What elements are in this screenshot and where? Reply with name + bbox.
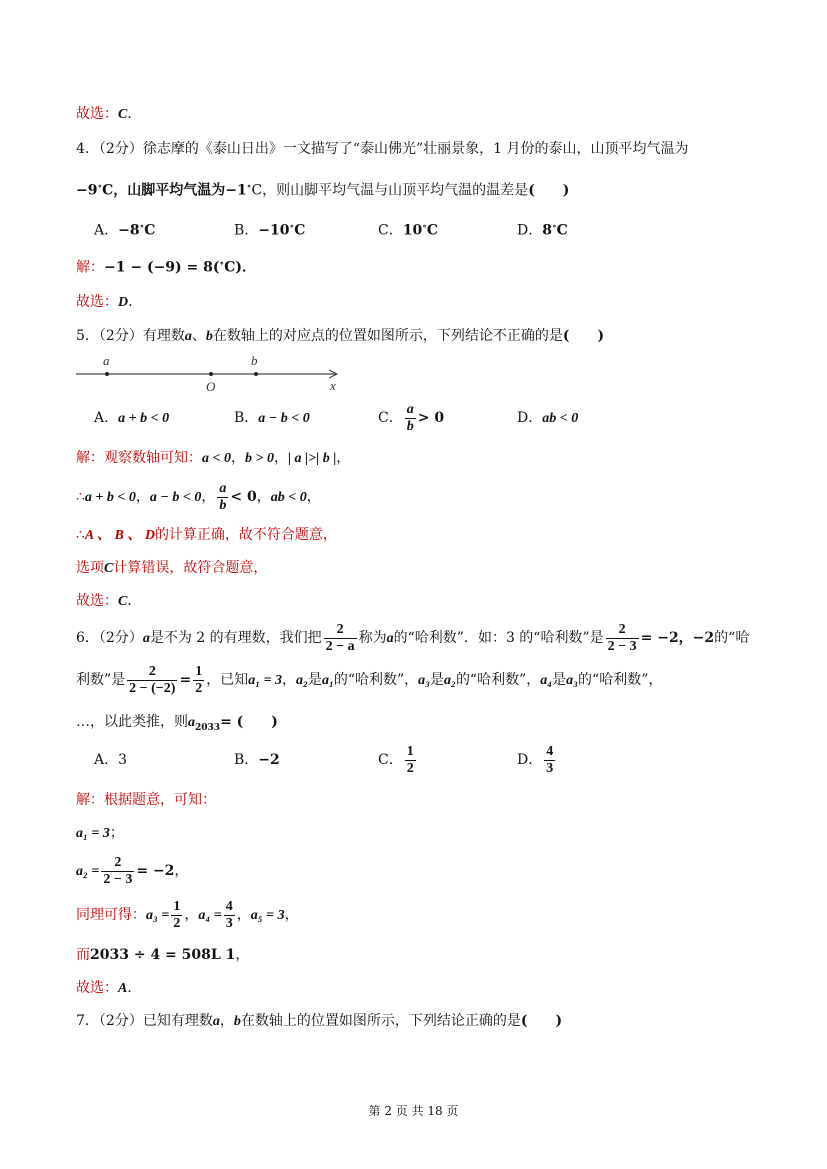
q5-solution-2-comma4: ， — [306, 489, 321, 505]
q6-l1-den: 2 − a — [325, 638, 355, 654]
q5-var-b: b — [205, 329, 213, 344]
q6-solution-4-a3: a₃ = — [146, 908, 170, 923]
q6-solution-4-n1: 1 — [173, 898, 181, 914]
q4-stem-text-a: 4．（2分）徐志摩的《泰山日出》一文描写了“泰山佛光”壮丽景象，1 月份的泰山，山顶平均气温为 — [76, 141, 689, 157]
q5-answer-paren: ( ) — [562, 328, 605, 344]
q5-solution-2-comma2: ， — [201, 489, 216, 505]
q4-option-c[interactable] — [378, 217, 438, 241]
q5-solution-1-e3: | a |>| b | — [287, 451, 337, 466]
q6-solution-4-comma1: ， — [184, 907, 199, 923]
q6-stem-line-3 — [76, 712, 278, 738]
q4-option-a-label: A． — [94, 222, 119, 239]
q6-l1-fraction-2 — [606, 622, 639, 655]
q6-option-c[interactable] — [378, 742, 418, 778]
q6-solution-4-fraction-1 — [171, 899, 182, 932]
page-footer: 第 2 页 共 18 页 — [368, 1104, 459, 1118]
q5-option-c[interactable] — [378, 400, 444, 436]
q4-stem-text-c: C，则山脚平均气温与山顶平均气温的温差是 — [251, 182, 529, 199]
q6-l1-f: 的“哈 — [714, 630, 750, 646]
q5-var-a: a — [184, 329, 192, 344]
q6-l2-a: 利数”是 — [76, 672, 126, 688]
q6-l1-c: 称为 — [358, 630, 387, 646]
q6-solution-3-num: 2 — [114, 854, 122, 870]
q7-stem-text-b: 在数轴上的位置如图所示，下列结论正确的是 — [240, 1013, 521, 1029]
q5-solution-3-prefix: ∴ — [76, 527, 85, 543]
q4-option-a-degree: ∘ — [139, 222, 145, 232]
q5-solution-line-1 — [76, 448, 350, 469]
q5-number-line-figure — [74, 350, 344, 395]
q5-solution-2-e4: ab < 0 — [270, 490, 307, 505]
q4-period: ． — [128, 294, 143, 310]
q6-option-c-num: 1 — [406, 743, 414, 759]
q6-l2-a4: a₄ — [540, 673, 553, 688]
q5-solution-2-fraction — [217, 481, 228, 514]
q5-solution-4-b: 计算错误，故符合题意， — [113, 560, 268, 576]
q6-solution-3-fraction — [101, 855, 134, 888]
q5-solution-line-3 — [76, 525, 337, 546]
q6-option-d[interactable] — [517, 742, 557, 778]
q6-l2-num: 2 — [148, 663, 156, 679]
q6-l1-den2: 2 − 3 — [607, 638, 637, 654]
q5-option-c-den: b — [406, 418, 414, 434]
q6-l2-h: 是 — [552, 672, 567, 688]
q4-solution-line — [76, 254, 256, 278]
q6-l1-num2: 2 — [618, 621, 626, 637]
q6-solution-4-label: 同理可得： — [76, 907, 146, 923]
q6-solution-line-1 — [76, 790, 216, 810]
q6-solution-4-a5: a₅ = 3 — [250, 908, 285, 923]
q6-solution-3-lhs: a₂ = — [76, 864, 100, 879]
q5-option-c-label: C． — [378, 410, 403, 426]
q6-l2-den2: 2 — [195, 680, 203, 696]
q7-var-a: a — [212, 1014, 220, 1029]
q5-option-c-rest: > 0 — [417, 410, 445, 426]
q5-solution-1-e2: b > 0 — [244, 451, 274, 466]
q5-stem-text-b: 在数轴上的对应点的位置如图所示，下列结论不正确的是 — [212, 328, 563, 344]
q6-choose-line — [76, 978, 141, 999]
q5-axis-label-b: b — [251, 353, 258, 368]
q5-solution-2-comma3: ， — [256, 489, 271, 505]
q5-point-origin — [209, 372, 213, 376]
q6-solution-2-end: ； — [109, 825, 124, 841]
q6-l1-a: 6．（2分） — [76, 630, 143, 646]
q4-option-b-degree: ∘ — [289, 222, 295, 232]
q5-solution-line-4 — [76, 558, 267, 579]
q6-solution-1: 解：根据题意，可知： — [76, 792, 216, 808]
q6-l1-e: = −2，−2 — [640, 630, 715, 646]
q6-l2-b: ，已知 — [206, 672, 249, 688]
q5-solution-3-vars: A 、 B 、 D — [84, 528, 155, 543]
q7-stem-line — [76, 1011, 562, 1032]
q5-solution-1-comma2: ， — [273, 450, 288, 466]
q4-solution-degree: ∘ — [219, 259, 225, 269]
prev-period: ． — [127, 106, 142, 122]
q5-option-c-num: a — [406, 401, 414, 417]
q6-solution-4-d2: 3 — [225, 915, 233, 931]
q5-solution-4-a: 选项 — [76, 560, 104, 576]
q5-axis-label-x: x — [330, 378, 336, 393]
q4-degree-1: ∘ — [97, 182, 103, 192]
q5-solution-2-num: a — [219, 480, 227, 496]
q4-stem-line-1 — [76, 139, 688, 159]
q6-option-b-value: −2 — [258, 752, 280, 768]
q4-stem-text-b: C，山脚平均气温为 — [102, 182, 226, 199]
q6-option-c-den: 2 — [406, 760, 414, 776]
q6-l1-var-2: a — [386, 631, 394, 646]
q6-option-c-label: C． — [378, 752, 403, 768]
q5-option-b-label: B． — [234, 410, 259, 426]
q7-comma: ， — [219, 1013, 234, 1029]
q5-stem-line — [76, 326, 604, 347]
q4-solution-label: 解： — [76, 259, 104, 276]
q5-solution-1-e1: a < 0 — [202, 451, 231, 466]
q5-option-a[interactable] — [94, 408, 169, 429]
q6-l1-var: a — [142, 631, 150, 646]
q5-option-b-expr: a − b < 0 — [258, 411, 310, 426]
q4-option-b-value: −10 — [258, 222, 290, 239]
q6-choose-answer: A — [118, 981, 128, 996]
q6-l2-a1: a₁ = 3 — [248, 673, 283, 688]
q6-option-a-value: 3 — [118, 752, 128, 768]
q5-option-a-expr: a + b < 0 — [118, 411, 170, 426]
q6-stem-line-1 — [76, 620, 749, 657]
q6-option-b-label: B． — [234, 752, 259, 768]
q6-l2-d: 是 — [307, 672, 322, 688]
q5-stem-text-a: 5．（2分）有理数 — [76, 328, 185, 344]
q5-period: ． — [127, 593, 142, 609]
q6-l3-a: ，以此类推，则 — [90, 714, 188, 730]
q6-option-c-fraction — [405, 744, 416, 777]
q6-l1-d: 的“哈利数”．如：3 的“哈利数”是 — [393, 630, 604, 646]
q6-period: ． — [127, 980, 142, 996]
q7-stem-text-a: 7．（2分）已知有理数 — [76, 1013, 213, 1029]
q6-l2-e: 的“哈利数”， — [333, 672, 419, 688]
q6-solution-3-rhs: = −2 — [136, 863, 175, 879]
q5-option-d-expr: ab < 0 — [542, 411, 579, 426]
q6-l1-fraction-1 — [324, 622, 357, 655]
q4-stem-line-2 — [76, 177, 569, 201]
q6-l2-fraction-1 — [127, 664, 177, 697]
q5-choose-answer: C — [118, 594, 128, 609]
q4-solution-expr: −1 − (−9) = 8( — [104, 259, 220, 276]
q7-answer-paren: ( ) — [520, 1013, 563, 1029]
q5-choose-label: 故选： — [76, 593, 118, 609]
prev-choose-label: 故选： — [76, 106, 118, 122]
q5-point-b — [254, 372, 258, 376]
q6-solution-line-5 — [76, 945, 249, 965]
q5-axis-label-origin: O — [206, 379, 216, 394]
q4-temp-bottom: −1 — [225, 182, 247, 199]
q4-option-b[interactable] — [234, 217, 305, 241]
q4-option-a-unit: C — [144, 222, 156, 239]
q6-option-d-label: D． — [517, 752, 543, 768]
q6-solution-4-comma3: ， — [284, 907, 299, 923]
q5-option-d[interactable] — [517, 408, 578, 429]
q4-option-c-label: C． — [378, 222, 403, 239]
q5-option-c-fraction — [405, 402, 416, 435]
q4-option-c-degree: ∘ — [422, 222, 427, 232]
q6-choose-label: 故选： — [76, 980, 118, 996]
q4-option-b-label: B． — [234, 222, 259, 239]
q6-solution-4-a4: a₄ = — [198, 908, 222, 923]
q4-option-d-value: 8 — [542, 222, 552, 239]
q6-l2-a3: a₃ — [418, 673, 431, 688]
q6-solution-4-comma2: ， — [236, 907, 251, 923]
q6-l3-dots: … — [76, 714, 90, 730]
q6-solution-line-4 — [76, 897, 299, 934]
q4-option-c-value: 10 — [402, 222, 423, 239]
q6-solution-5-expr: 2033 ÷ 4 = 508L 1 — [90, 947, 236, 963]
q4-option-d-label: D． — [517, 222, 543, 239]
q6-l2-fraction-2 — [193, 664, 204, 697]
q6-solution-4-d1: 2 — [173, 915, 181, 931]
q6-l3-b: = ( ) — [220, 714, 278, 730]
q6-l2-g: 的“哈利数”， — [455, 672, 541, 688]
q4-degree-2: ∘ — [246, 182, 252, 192]
q4-option-d-unit: C — [556, 222, 568, 239]
prev-choose-answer: C — [118, 107, 128, 122]
q6-option-d-den: 3 — [546, 760, 554, 776]
q6-option-a-label: A． — [94, 752, 119, 768]
prev-answer-line — [76, 104, 141, 125]
q6-option-b[interactable] — [234, 750, 280, 770]
q6-l2-num2: 1 — [195, 663, 203, 679]
q6-stem-line-2 — [76, 662, 662, 699]
q6-solution-2: a₁ = 3 — [76, 826, 110, 841]
q4-option-c-unit: C — [426, 222, 439, 239]
q5-solution-4-var: C — [104, 561, 114, 576]
q4-option-a[interactable] — [94, 217, 155, 241]
q5-choose-line — [76, 591, 141, 612]
q6-solution-3-end: ， — [174, 863, 189, 879]
q6-solution-4-n2: 4 — [225, 898, 233, 914]
q5-solution-1-comma3: ， — [336, 450, 351, 466]
q6-l2-a2b: a₂ — [444, 673, 456, 688]
q6-solution-4-fraction-2 — [224, 899, 235, 932]
q6-solution-line-3 — [76, 853, 188, 890]
q4-option-a-value: −8 — [118, 222, 140, 239]
q5-solution-2-e1: a + b < 0 — [84, 490, 136, 505]
q4-option-d-degree: ∘ — [551, 222, 557, 232]
q6-l2-den: 2 − (−2) — [129, 680, 176, 696]
q4-answer-paren: ( ) — [528, 182, 570, 199]
q5-sep: 、 — [191, 328, 206, 344]
q6-l3-sub: 2033 — [195, 722, 221, 733]
q6-solution-line-2 — [76, 823, 124, 844]
q6-l1-num: 2 — [336, 621, 344, 637]
q6-l2-eq: = — [179, 672, 192, 688]
q5-solution-3-text: 的计算正确，故不符合题意， — [154, 527, 337, 543]
q6-l2-a1b: a₁ — [321, 673, 334, 688]
q4-choose-label: 故选： — [76, 294, 118, 310]
q5-solution-2-rest: < 0 — [230, 489, 257, 505]
q5-solution-2-prefix: ∴ — [76, 489, 85, 505]
q4-temp-top: −9 — [76, 182, 98, 199]
q6-solution-5-end: ， — [235, 947, 250, 963]
q4-choose-line — [76, 292, 142, 313]
q6-l2-c: ， — [282, 672, 297, 688]
q4-option-d[interactable] — [517, 217, 568, 241]
q7-var-b: b — [233, 1014, 241, 1029]
q5-option-a-label: A． — [94, 410, 119, 426]
q6-option-d-fraction — [544, 744, 555, 777]
q6-solution-3-den: 2 − 3 — [103, 871, 133, 887]
q6-l2-i: 的“哈利数”， — [578, 672, 663, 688]
q5-solution-1-label: 解：观察数轴可知： — [76, 450, 202, 466]
q5-solution-2-e2: a − b < 0 — [149, 490, 202, 505]
q6-option-a[interactable] — [94, 750, 127, 770]
q6-solution-5-label: 而 — [76, 947, 90, 963]
q5-axis-label-a: a — [103, 353, 110, 368]
q6-l2-a3b: a₃ — [566, 673, 579, 688]
q5-solution-1-comma1: ， — [230, 450, 245, 466]
q6-l3-var: a — [188, 715, 195, 730]
q6-l2-a2: a₂ — [296, 673, 308, 688]
q6-l1-b: 是不为 2 的有理数，我们把 — [149, 630, 322, 646]
q5-solution-line-2 — [76, 479, 321, 516]
q5-option-d-label: D． — [517, 410, 543, 426]
q4-option-b-unit: C — [294, 222, 306, 239]
q4-solution-end: C)． — [224, 259, 256, 276]
q5-option-b[interactable] — [234, 408, 310, 429]
q5-solution-2-den: b — [219, 497, 227, 513]
q4-choose-answer: D — [118, 295, 129, 310]
q5-point-a — [105, 372, 109, 376]
q5-solution-2-comma1: ， — [135, 489, 150, 505]
q6-option-d-num: 4 — [546, 743, 554, 759]
q6-l2-f: 是 — [430, 672, 445, 688]
